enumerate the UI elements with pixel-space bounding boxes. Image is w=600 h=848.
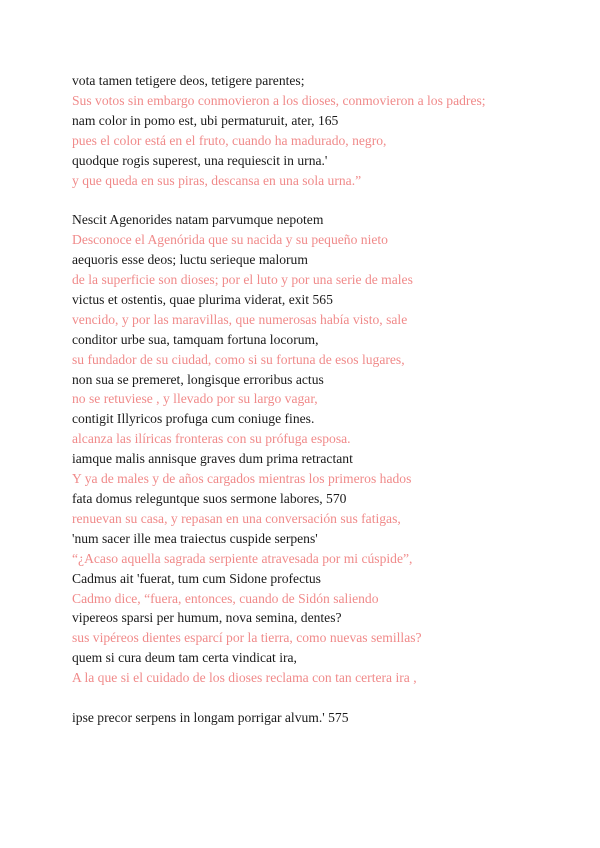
stanza-break xyxy=(72,688,532,708)
stanza-3 xyxy=(72,708,532,728)
spanish-translation-line: y que queda en sus piras, descansa en una sola urna.” xyxy=(72,172,362,188)
latin-line: contigit Illyricos profuga cum coniuge fines. xyxy=(72,411,315,427)
latin-line: non sua se premeret, longisque erroribus actus xyxy=(72,371,324,387)
spanish-translation-line: Y ya de males y de años cargados mientras los primeros hados xyxy=(72,471,412,487)
stanza-2 xyxy=(72,210,532,688)
latin-line: quodque rogis superest, una requiescit in urna.' xyxy=(72,152,328,168)
spanish-translation-line: A la que si el cuidado de los dioses reclama con tan certera ira , xyxy=(72,670,417,686)
spanish-translation-line: de la superficie son dioses; por el luto y por una serie de males xyxy=(72,272,413,288)
spanish-translation-line: renuevan su casa, y repasan en una conversación sus fatigas, xyxy=(72,510,401,526)
latin-line: nam color in pomo est, ubi permaturuit, ater, 165 xyxy=(72,112,339,128)
latin-line: vipereos sparsi per humum, nova semina, dentes? xyxy=(72,610,342,626)
latin-line: ipse precor serpens in longam porrigar alvum.' 575 xyxy=(72,709,349,725)
latin-line: 'num sacer ille mea traiectus cuspide serpens' xyxy=(72,530,318,546)
spanish-translation-line: Desconoce el Agenórida que su nacida y su pequeño nieto xyxy=(72,232,388,248)
spanish-translation-line: no se retuviese , y llevado por su largo vagar, xyxy=(72,391,318,407)
spanish-translation-line: “¿Acaso aquella sagrada serpiente atravesada por mi cúspide”, xyxy=(72,550,413,566)
latin-line: aequoris esse deos; luctu serieque malorum xyxy=(72,252,308,268)
spanish-translation-line: Sus votos sin embargo conmovieron a los dioses, conmovieron a los padres; xyxy=(72,92,486,108)
latin-line: vota tamen tetigere deos, tetigere parentes; xyxy=(72,73,305,88)
spanish-translation-line: pues el color está en el fruto, cuando ha madurado, negro, xyxy=(72,132,387,148)
latin-line: victus et ostentis, quae plurima viderat, exit 565 xyxy=(72,291,333,307)
spanish-translation-line: alcanza las ilíricas fronteras con su prófuga esposa. xyxy=(72,431,351,447)
latin-line: Cadmus ait 'fuerat, tum cum Sidone profectus xyxy=(72,570,321,586)
document-page xyxy=(72,71,532,728)
spanish-translation-line: vencido, y por las maravillas, que numerosas había visto, sale xyxy=(72,311,408,327)
stanza-1 xyxy=(72,71,532,190)
latin-line: fata domus releguntque suos sermone labores, 570 xyxy=(72,491,347,507)
spanish-translation-line: sus vipéreos dientes esparcí por la tierra, como nuevas semillas? xyxy=(72,630,422,646)
latin-line: conditor urbe sua, tamquam fortuna locorum, xyxy=(72,331,319,347)
latin-line: Nescit Agenorides natam parvumque nepotem xyxy=(72,212,324,228)
latin-line: quem si cura deum tam certa vindicat ira, xyxy=(72,650,297,666)
latin-line: iamque malis annisque graves dum prima retractant xyxy=(72,451,353,467)
spanish-translation-line: su fundador de su ciudad, como si su fortuna de esos lugares, xyxy=(72,351,405,367)
spanish-translation-line: Cadmo dice, “fuera, entonces, cuando de Sidón saliendo xyxy=(72,590,379,606)
stanza-break xyxy=(72,190,532,210)
